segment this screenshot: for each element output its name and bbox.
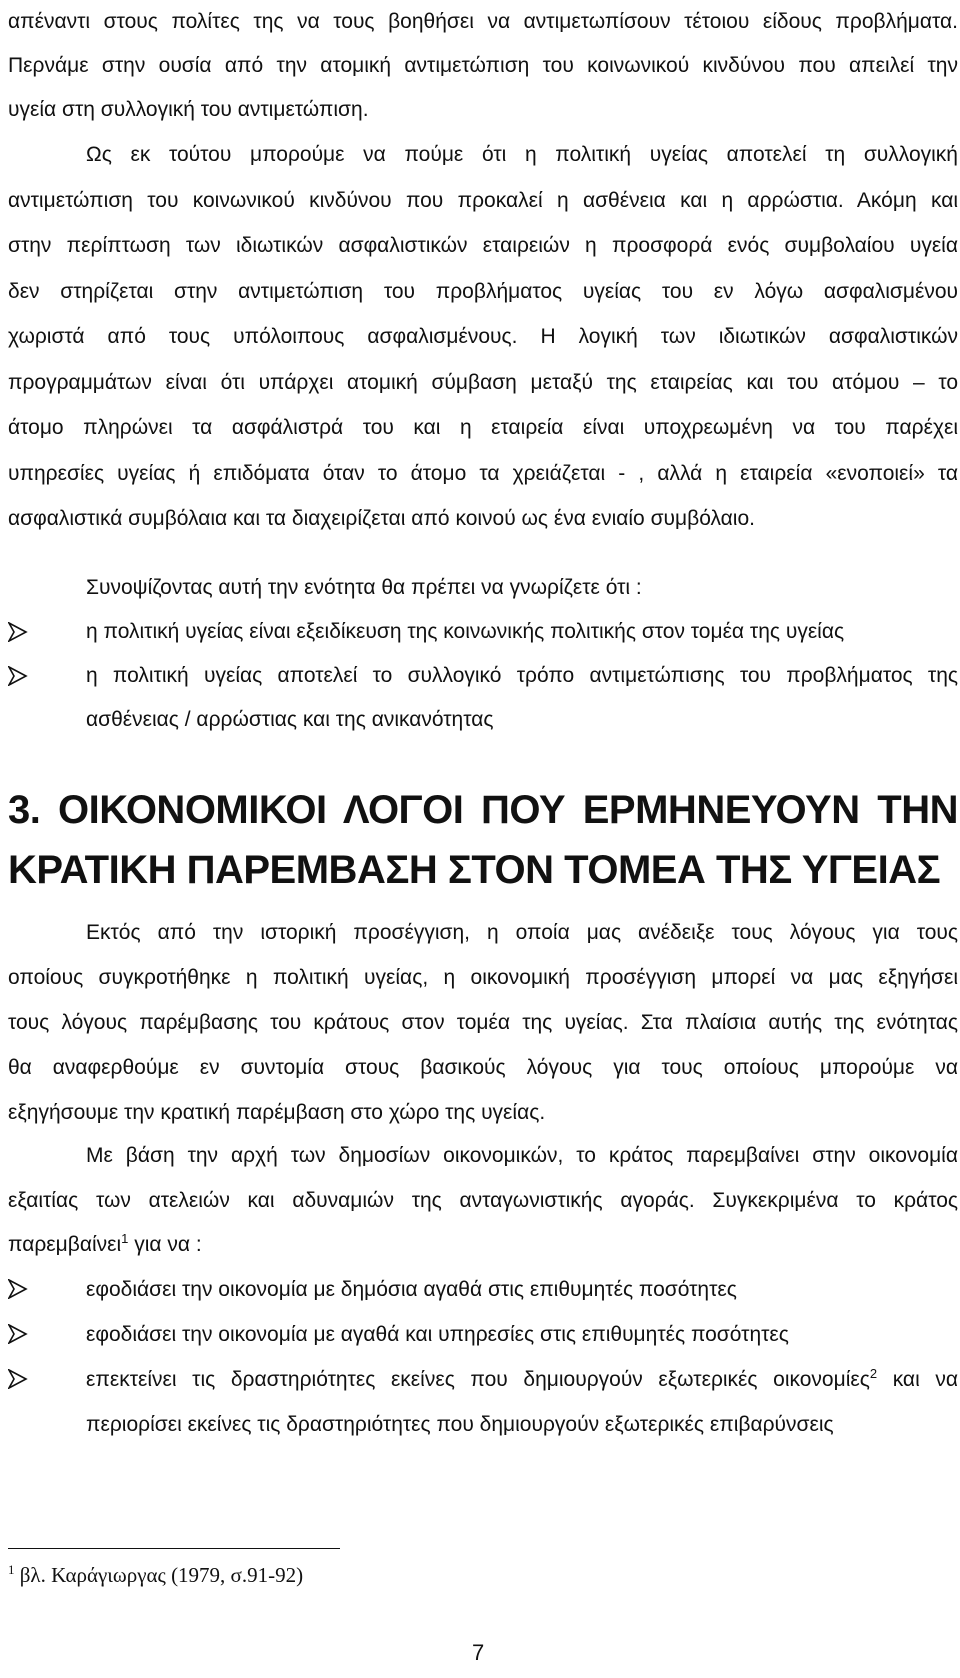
summary-bullets <box>8 610 958 742</box>
text-line: τους λόγους παρέμβασης του κράτους στον τομέα της υγείας. Στα πλαίσια αυτής της ενότητας <box>8 1011 958 1034</box>
text-line: Εκτός από την ιστορική προσέγγιση, η οποία μας ανέδειξε τους λόγους για τους <box>86 921 958 944</box>
list-item-text: ασθένειας / αρρώστιας και της ανικανότητας <box>86 708 494 731</box>
text-line: δεν στηρίζεται στην αντιμετώπιση του προβλήματος υγείας του εν λόγω ασφαλισμένου <box>8 279 958 303</box>
intervention-bullets <box>8 1267 958 1447</box>
list-item <box>8 1357 958 1447</box>
text-line: εξηγήσουμε την κρατική παρέμβαση στο χώρο της υγείας. <box>8 1101 546 1124</box>
footnote-ref[interactable]: 2 <box>869 1366 878 1381</box>
list-item-text <box>86 1357 958 1402</box>
arrow-bullet-icon <box>8 622 34 642</box>
list-item-text: περιορίσει εκείνες τις δραστηριότητες που δημιουργούν εξωτερικές επιβαρύνσεις <box>86 1413 834 1436</box>
text-line: οποίους συγκροτήθηκε η πολιτική υγείας, η οικονομική προσέγγιση μπορεί να μας εξηγήσει <box>8 966 958 989</box>
footnote-ref[interactable]: 1 <box>121 1231 129 1246</box>
list-item <box>8 1267 958 1312</box>
section-heading <box>8 780 958 900</box>
text-line: θα αναφερθούμε εν συντομία στους βασικούς λόγους για τους οποίους μπορούμε να <box>8 1056 958 1079</box>
arrow-bullet-icon <box>8 1279 34 1299</box>
text-line: απέναντι στους πολίτες της να τους βοηθήσει να αντιμετωπίσουν τέτοιου είδους προβλήματα. <box>8 10 958 33</box>
text-line: υπηρεσίες υγείας ή επιδόματα όταν το άτομο τα χρειάζεται - , αλλά η εταιρεία «ενοποιεί» τα <box>8 461 958 485</box>
text-line: Με βάση την αρχή των δημοσίων οικονομικών, το κράτος παρεμβαίνει στην οικονομία <box>86 1144 958 1167</box>
paragraph-4 <box>8 1134 958 1268</box>
list-item-text: εφοδιάσει την οικονομία με δημόσια αγαθά στις επιθυμητές ποσότητες <box>86 1278 737 1301</box>
footnote-separator <box>8 1548 340 1549</box>
text-fragment: επεκτείνει τις δραστηριότητες εκείνες που δημιουργούν εξωτερικές οικονομίες <box>86 1368 870 1391</box>
text-fragment: για να : <box>128 1233 202 1256</box>
text-line <box>8 1223 958 1268</box>
text-line: στην περίπτωση των ιδιωτικών ασφαλιστικών εταιρειών η προσφορά ενός συμβολαίου υγεία <box>8 234 958 257</box>
text-fragment: και να <box>877 1368 958 1391</box>
text-line: ασφαλιστικά συμβόλαια και τα διαχειρίζεται από κοινού ως ένα ενιαίο συμβόλαιο. <box>8 507 755 530</box>
paragraph-1 <box>8 0 958 132</box>
heading-line: ΚΡΑΤΙΚΗ ΠΑΡΕΜΒΑΣΗ ΣΤΟΝ ΤΟΜΕΑ ΤΗΣ ΥΓΕΙΑΣ <box>8 848 941 892</box>
text-line: Ως εκ τούτου μπορούμε να πούμε ότι η πολιτική υγείας αποτελεί τη συλλογική <box>86 143 958 166</box>
text-fragment: παρεμβαίνει <box>8 1233 122 1256</box>
footnote <box>8 1562 303 1588</box>
text-line: υγεία στη συλλογική του αντιμετώπιση. <box>8 98 369 121</box>
arrow-bullet-icon <box>8 1324 34 1344</box>
list-item <box>8 1312 958 1357</box>
list-item-text: η πολιτική υγείας αποτελεί το συλλογικό τρόπο αντιμετώπισης του προβλήματος της <box>86 664 958 687</box>
page-number: 7 <box>472 1640 485 1665</box>
list-item-text: η πολιτική υγείας είναι εξειδίκευση της κοινωνικής πολιτικής στον τομέα της υγείας <box>86 620 845 643</box>
footnote-text: βλ. Καράγιωργας (1979, σ.91-92) <box>14 1563 304 1587</box>
paragraph-2 <box>8 132 958 542</box>
list-item-text: εφοδιάσει την οικονομία με αγαθά και υπηρεσίες στις επιθυμητές ποσότητες <box>86 1323 789 1346</box>
text-line: εξαιτίας των ατελειών και αδυναμιών της ανταγωνιστικής αγοράς. Συγκεκριμένα το κράτος <box>8 1188 958 1212</box>
arrow-bullet-icon <box>8 666 34 686</box>
list-item <box>8 654 958 742</box>
text-line: αντιμετώπιση του κοινωνικού κινδύνου που προκαλεί η ασθένεια και η αρρώστια. Ακόμη και <box>8 188 958 212</box>
text-line: άτομο πληρώνει τα ασφάλιστρά του και η εταιρεία είναι υποχρεωμένη να του παρέχει <box>8 416 958 439</box>
paragraph-3 <box>8 910 958 1135</box>
arrow-bullet-icon <box>8 1369 34 1389</box>
text-line: Περνάμε στην ουσία από την ατομική αντιμετώπιση του κοινωνικού κινδύνου που απειλεί την <box>8 54 958 77</box>
heading-line: 3. ΟΙΚΟΝΟΜΙΚΟΙ ΛΟΓΟΙ ΠΟΥ ΕΡΜΗΝΕΥΟΥΝ ΤΗΝ <box>8 788 958 832</box>
text-line: προγραμμάτων είναι ότι υπάρχει ατομική σύμβαση μεταξύ της εταιρείας και του ατόμου – το <box>8 370 958 394</box>
summary-lead: Συνοψίζοντας αυτή την ενότητα θα πρέπει να γνωρίζετε ότι : <box>86 576 642 599</box>
text-line: χωριστά από τους υπόλοιπους ασφαλισμένους. Η λογική των ιδιωτικών ασφαλιστικών <box>8 325 958 348</box>
footnote-number: 1 <box>8 1562 15 1577</box>
list-item <box>8 610 958 654</box>
